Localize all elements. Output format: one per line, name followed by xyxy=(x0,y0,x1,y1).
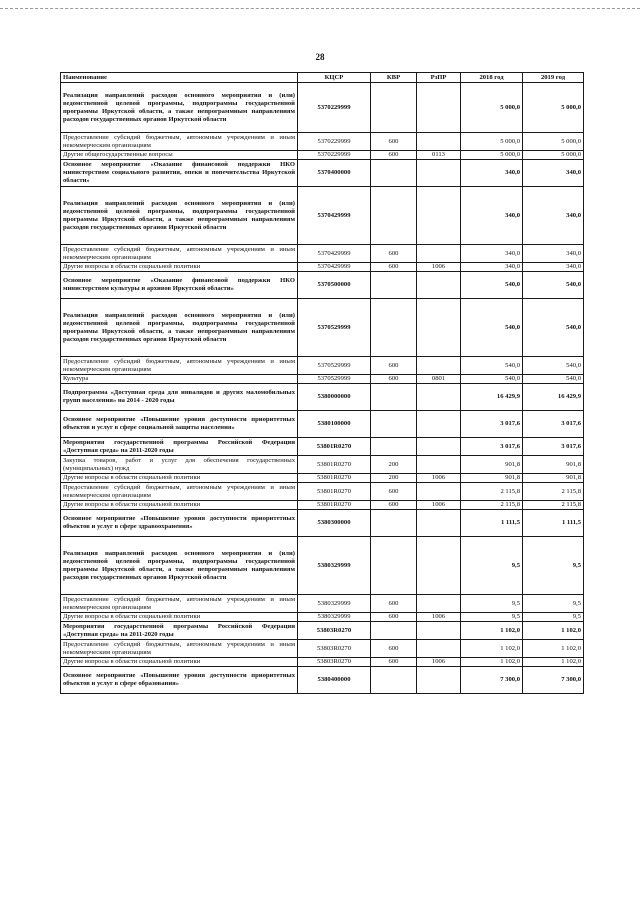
header-name: Наименование xyxy=(61,73,298,83)
kvr-cell: 600 xyxy=(371,613,417,622)
name-cell: Культура xyxy=(61,375,298,384)
name-cell: Другие вопросы в области социальной политики xyxy=(61,501,298,510)
kvr-cell xyxy=(371,187,417,245)
amount-2019-cell: 9,5 xyxy=(523,613,584,622)
amount-2019-cell: 540,0 xyxy=(523,272,584,299)
rzpr-cell: 1006 xyxy=(417,658,461,667)
kvr-cell xyxy=(371,510,417,537)
kvr-cell xyxy=(371,537,417,595)
amount-2018-cell: 3 017,6 xyxy=(461,438,523,456)
kcsr-cell: 5370429999 xyxy=(298,245,371,263)
rzpr-cell xyxy=(417,667,461,694)
amount-2018-cell: 5 000,0 xyxy=(461,83,523,133)
header-kcsr: КЦСР xyxy=(298,73,371,83)
amount-2019-cell: 901,8 xyxy=(523,474,584,483)
rzpr-cell xyxy=(417,133,461,151)
table-header-row xyxy=(61,73,584,83)
amount-2018-cell: 1 111,5 xyxy=(461,510,523,537)
kvr-cell: 600 xyxy=(371,658,417,667)
rzpr-cell xyxy=(417,160,461,187)
name-cell: Основное мероприятие «Оказание финансовой поддержки НКО министерством социального развития, опеки и попечительства Иркутской области» xyxy=(61,160,298,187)
amount-2019-cell: 5 000,0 xyxy=(523,133,584,151)
name-cell: Основное мероприятие «Повышение уровня доступности приоритетных объектов и услуг в сфере образования» xyxy=(61,667,298,694)
amount-2019-cell: 7 300,0 xyxy=(523,667,584,694)
kcsr-cell: 53803R0270 xyxy=(298,640,371,658)
kvr-cell: 600 xyxy=(371,595,417,613)
kcsr-cell: 5370429999 xyxy=(298,263,371,272)
kcsr-cell: 53803R0270 xyxy=(298,658,371,667)
rzpr-cell: 1006 xyxy=(417,474,461,483)
rzpr-cell xyxy=(417,245,461,263)
name-cell: Мероприятия государственной программы Российской Федерации «Доступная среда» на 2011-2020 годы xyxy=(61,438,298,456)
table-row xyxy=(61,299,584,357)
name-cell: Реализация направлений расходов основного мероприятия и (или) ведомственной целевой программы, подпрограммы государственной программы Иркутской области, а также непрограммным направлениям расходов государственных органов Иркутской области xyxy=(61,537,298,595)
kvr-cell: 200 xyxy=(371,456,417,474)
name-cell: Реализация направлений расходов основного мероприятия и (или) ведомственной целевой программы, подпрограммы государственной программы Иркутской области, а также непрограммным направлениям расходов государственных органов Иркутской области xyxy=(61,187,298,245)
name-cell: Основное мероприятие «Оказание финансовой поддержки НКО министерством культуры и архивов Иркутской области» xyxy=(61,272,298,299)
amount-2019-cell: 2 115,8 xyxy=(523,483,584,501)
kcsr-cell: 5380329999 xyxy=(298,537,371,595)
amount-2018-cell: 901,8 xyxy=(461,474,523,483)
table-row xyxy=(61,151,584,160)
kvr-cell: 600 xyxy=(371,151,417,160)
rzpr-cell xyxy=(417,510,461,537)
rzpr-cell xyxy=(417,384,461,411)
kvr-cell: 200 xyxy=(371,474,417,483)
kcsr-cell: 5370529999 xyxy=(298,357,371,375)
kcsr-cell: 53801R0270 xyxy=(298,501,371,510)
kcsr-cell: 5370529999 xyxy=(298,299,371,357)
name-cell: Предоставление субсидий бюджетным, автономным учреждениям и иным некоммерческим организациям xyxy=(61,595,298,613)
table-row xyxy=(61,384,584,411)
name-cell: Другие вопросы в области социальной политики xyxy=(61,474,298,483)
amount-2018-cell: 5 000,0 xyxy=(461,151,523,160)
kcsr-cell: 5380000000 xyxy=(298,384,371,411)
rzpr-cell xyxy=(417,299,461,357)
table-row xyxy=(61,658,584,667)
rzpr-cell xyxy=(417,456,461,474)
rzpr-cell xyxy=(417,411,461,438)
table-row xyxy=(61,501,584,510)
kcsr-cell: 53801R0270 xyxy=(298,456,371,474)
amount-2018-cell: 340,0 xyxy=(461,245,523,263)
kvr-cell: 600 xyxy=(371,501,417,510)
header-2018: 2018 год xyxy=(461,73,523,83)
kvr-cell: 600 xyxy=(371,640,417,658)
name-cell: Другие вопросы в области социальной политики xyxy=(61,263,298,272)
amount-2018-cell: 540,0 xyxy=(461,299,523,357)
kcsr-cell: 5380329999 xyxy=(298,595,371,613)
kcsr-cell: 5380100000 xyxy=(298,411,371,438)
amount-2019-cell: 5 000,0 xyxy=(523,151,584,160)
amount-2018-cell: 1 102,0 xyxy=(461,640,523,658)
table-row xyxy=(61,537,584,595)
amount-2018-cell: 540,0 xyxy=(461,357,523,375)
table-row xyxy=(61,263,584,272)
rzpr-cell xyxy=(417,537,461,595)
kvr-cell xyxy=(371,622,417,640)
kcsr-cell: 53803R0270 xyxy=(298,622,371,640)
amount-2018-cell: 2 115,8 xyxy=(461,501,523,510)
rzpr-cell xyxy=(417,187,461,245)
amount-2019-cell: 16 429,9 xyxy=(523,384,584,411)
amount-2018-cell: 5 000,0 xyxy=(461,133,523,151)
kcsr-cell: 5370229999 xyxy=(298,83,371,133)
kcsr-cell: 5370429999 xyxy=(298,187,371,245)
amount-2018-cell: 9,5 xyxy=(461,595,523,613)
name-cell: Предоставление субсидий бюджетным, автономным учреждениям и иным некоммерческим организациям xyxy=(61,357,298,375)
amount-2018-cell: 9,5 xyxy=(461,537,523,595)
rzpr-cell xyxy=(417,83,461,133)
name-cell: Предоставление субсидий бюджетным, автономным учреждениям и иным некоммерческим организациям xyxy=(61,640,298,658)
amount-2018-cell: 340,0 xyxy=(461,263,523,272)
amount-2018-cell: 340,0 xyxy=(461,187,523,245)
amount-2018-cell: 901,8 xyxy=(461,456,523,474)
rzpr-cell: 0113 xyxy=(417,151,461,160)
table-row xyxy=(61,245,584,263)
kvr-cell: 600 xyxy=(371,357,417,375)
table-row xyxy=(61,456,584,474)
kcsr-cell: 5370500000 xyxy=(298,272,371,299)
table-row xyxy=(61,375,584,384)
name-cell: Предоставление субсидий бюджетным, автономным учреждениям и иным некоммерческим организациям xyxy=(61,483,298,501)
amount-2018-cell: 16 429,9 xyxy=(461,384,523,411)
table-row xyxy=(61,640,584,658)
kvr-cell xyxy=(371,667,417,694)
name-cell: Мероприятия государственной программы Российской Федерации «Доступная среда» на 2011-2020 годы xyxy=(61,622,298,640)
table-row xyxy=(61,187,584,245)
amount-2018-cell: 340,0 xyxy=(461,160,523,187)
table-row xyxy=(61,160,584,187)
amount-2019-cell: 1 102,0 xyxy=(523,658,584,667)
kvr-cell: 600 xyxy=(371,483,417,501)
kvr-cell xyxy=(371,438,417,456)
kvr-cell xyxy=(371,411,417,438)
kcsr-cell: 5370529999 xyxy=(298,375,371,384)
rzpr-cell: 1006 xyxy=(417,501,461,510)
kcsr-cell: 53801R0270 xyxy=(298,474,371,483)
table-row xyxy=(61,438,584,456)
table-row xyxy=(61,272,584,299)
header-2019: 2019 год xyxy=(523,73,584,83)
table-row xyxy=(61,622,584,640)
kcsr-cell: 5370229999 xyxy=(298,133,371,151)
kcsr-cell: 53801R0270 xyxy=(298,438,371,456)
kcsr-cell: 5370400000 xyxy=(298,160,371,187)
name-cell: Основное мероприятие «Повышение уровня доступности приоритетных объектов и услуг в сфере здравоохранения» xyxy=(61,510,298,537)
kvr-cell xyxy=(371,299,417,357)
kvr-cell xyxy=(371,83,417,133)
kvr-cell: 600 xyxy=(371,245,417,263)
name-cell: Реализация направлений расходов основного мероприятия и (или) ведомственной целевой программы, подпрограммы государственной программы Иркутской области, а также непрограммным направлениям расходов государственных органов Иркутской области xyxy=(61,83,298,133)
amount-2018-cell: 7 300,0 xyxy=(461,667,523,694)
kvr-cell: 600 xyxy=(371,133,417,151)
amount-2019-cell: 3 017,6 xyxy=(523,411,584,438)
amount-2019-cell: 9,5 xyxy=(523,537,584,595)
kvr-cell xyxy=(371,272,417,299)
name-cell: Другие вопросы в области социальной политики xyxy=(61,613,298,622)
rzpr-cell xyxy=(417,483,461,501)
kcsr-cell: 5380300000 xyxy=(298,510,371,537)
amount-2019-cell: 340,0 xyxy=(523,263,584,272)
name-cell: Другие общегосударственные вопросы xyxy=(61,151,298,160)
table-row xyxy=(61,133,584,151)
table-row xyxy=(61,83,584,133)
rzpr-cell xyxy=(417,272,461,299)
budget-table xyxy=(60,72,584,694)
amount-2019-cell: 540,0 xyxy=(523,299,584,357)
page-number: 28 xyxy=(315,52,325,62)
rzpr-cell xyxy=(417,438,461,456)
header-kvr: КВР xyxy=(371,73,417,83)
amount-2019-cell: 340,0 xyxy=(523,245,584,263)
amount-2018-cell: 1 102,0 xyxy=(461,658,523,667)
rzpr-cell xyxy=(417,622,461,640)
table-row xyxy=(61,411,584,438)
kcsr-cell: 53801R0270 xyxy=(298,483,371,501)
name-cell: Реализация направлений расходов основного мероприятия и (или) ведомственной целевой программы, подпрограммы государственной программы Иркутской области, а также непрограммным направлениям расходов государственных органов Иркутской области xyxy=(61,299,298,357)
rzpr-cell: 1006 xyxy=(417,613,461,622)
amount-2019-cell: 1 111,5 xyxy=(523,510,584,537)
rzpr-cell: 1006 xyxy=(417,263,461,272)
table-row xyxy=(61,595,584,613)
name-cell: Подпрограмма «Доступная среда для инвалидов и других маломобильных групп населения» на 2014 - 2020 годы xyxy=(61,384,298,411)
kcsr-cell: 5380329999 xyxy=(298,613,371,622)
name-cell: Предоставление субсидий бюджетным, автономным учреждениям и иным некоммерческим организациям xyxy=(61,133,298,151)
header-rzpr: РзПР xyxy=(417,73,461,83)
amount-2019-cell: 2 115,8 xyxy=(523,501,584,510)
amount-2019-cell: 340,0 xyxy=(523,187,584,245)
rzpr-cell xyxy=(417,357,461,375)
kvr-cell xyxy=(371,160,417,187)
table-row xyxy=(61,357,584,375)
scan-edge-line xyxy=(0,8,640,9)
amount-2019-cell: 1 102,0 xyxy=(523,640,584,658)
table-row xyxy=(61,667,584,694)
kvr-cell: 600 xyxy=(371,375,417,384)
table-row xyxy=(61,613,584,622)
kcsr-cell: 5370229999 xyxy=(298,151,371,160)
amount-2019-cell: 3 017,6 xyxy=(523,438,584,456)
amount-2018-cell: 1 102,0 xyxy=(461,622,523,640)
amount-2019-cell: 340,0 xyxy=(523,160,584,187)
amount-2019-cell: 901,8 xyxy=(523,456,584,474)
amount-2018-cell: 2 115,8 xyxy=(461,483,523,501)
amount-2019-cell: 540,0 xyxy=(523,375,584,384)
amount-2019-cell: 1 102,0 xyxy=(523,622,584,640)
table-row xyxy=(61,483,584,501)
kvr-cell: 600 xyxy=(371,263,417,272)
table-body xyxy=(61,83,584,694)
table-row xyxy=(61,510,584,537)
name-cell: Предоставление субсидий бюджетным, автономным учреждениям и иным некоммерческим организациям xyxy=(61,245,298,263)
name-cell: Основное мероприятие «Повышение уровня доступности приоритетных объектов и услуг в сфере социальной защиты населения» xyxy=(61,411,298,438)
rzpr-cell: 0801 xyxy=(417,375,461,384)
amount-2019-cell: 540,0 xyxy=(523,357,584,375)
amount-2019-cell: 9,5 xyxy=(523,595,584,613)
amount-2018-cell: 3 017,6 xyxy=(461,411,523,438)
amount-2018-cell: 9,5 xyxy=(461,613,523,622)
name-cell: Другие вопросы в области социальной политики xyxy=(61,658,298,667)
amount-2018-cell: 540,0 xyxy=(461,272,523,299)
amount-2019-cell: 5 000,0 xyxy=(523,83,584,133)
kcsr-cell: 5380400000 xyxy=(298,667,371,694)
name-cell: Закупка товаров, работ и услуг для обеспечения государственных (муниципальных) нужд xyxy=(61,456,298,474)
rzpr-cell xyxy=(417,640,461,658)
rzpr-cell xyxy=(417,595,461,613)
kvr-cell xyxy=(371,384,417,411)
amount-2018-cell: 540,0 xyxy=(461,375,523,384)
table-row xyxy=(61,474,584,483)
